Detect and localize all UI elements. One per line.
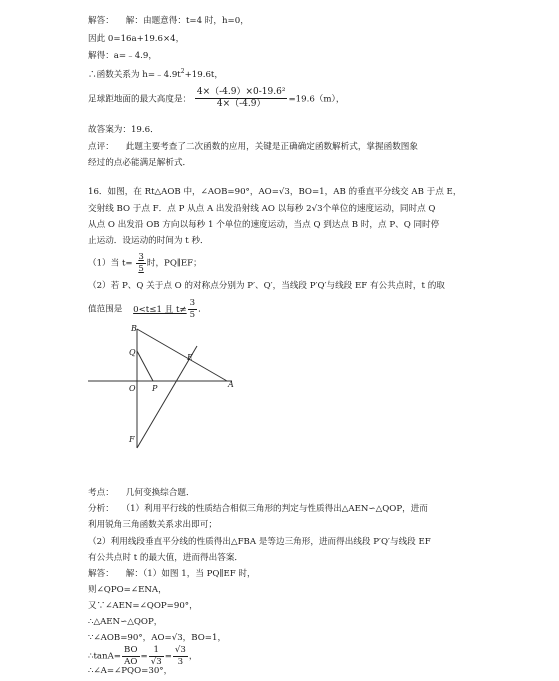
answer-line-4: ∴△AEN∽△QOP，	[88, 617, 163, 627]
tan-fraction-3	[173, 645, 188, 667]
geometry-figure	[86, 320, 246, 462]
sqrt-value: √3	[278, 187, 290, 197]
label-o: O	[129, 384, 136, 393]
sqrt-value: √3	[311, 204, 323, 214]
question-16-part-1	[88, 252, 202, 274]
label-b: B	[131, 324, 137, 333]
solution-line-6: 故答案为：19.6．	[88, 125, 159, 135]
tan-fraction-1	[122, 645, 140, 667]
fraction-denominator: 5	[189, 309, 196, 320]
analysis-line-4: 有公共点时 t 的最大值，进而得出答案．	[88, 553, 244, 563]
part-2-answer-fraction	[188, 298, 197, 320]
answer-line-1	[88, 569, 256, 580]
question-16-line-4: 止运动．设运动的时间为 t 秒．	[88, 236, 209, 246]
fraction-numerator: 3	[138, 252, 144, 262]
label-a: A	[228, 380, 234, 389]
solution-line-5	[88, 87, 344, 111]
label-f: F	[129, 435, 135, 444]
solution-line-2: 因此 0=16a+19.6×4，	[88, 34, 185, 44]
solution-line-3: 解得：a=﹣4.9，	[88, 51, 157, 61]
label-q: Q	[129, 348, 136, 357]
solution-line-1	[88, 16, 249, 27]
fraction-numerator: 1	[149, 645, 164, 657]
question-16-line-1	[88, 187, 461, 198]
fraction-denominator: AO	[124, 656, 138, 667]
fraction-numerator: 4×（-4.9）×0-19.6²	[195, 87, 288, 99]
part-2-answer: 0<t≤1 且 t≠	[133, 304, 187, 315]
fraction-denominator: √3	[150, 656, 162, 667]
question-text-cont: 个单位的速度运动，同时点 Q	[322, 204, 436, 214]
answer-line-3: 又∵∠AEN=∠QOP=90°，	[88, 601, 198, 611]
equals-sign: =	[164, 651, 172, 662]
solution-line-4	[88, 68, 223, 81]
answer-label: 解答：	[88, 16, 114, 26]
function-expr: ∴函数关系为 h=﹣4.9t	[88, 69, 181, 80]
answer-line-7: ∴∠A=∠PQO=30°，	[88, 666, 173, 676]
segment-ba	[137, 329, 227, 381]
part-1-answer-fraction	[136, 252, 145, 274]
question-text: 16．如图，在 Rt△AOB 中，∠AOB=90°，AO=	[88, 187, 279, 197]
label-p: P	[152, 384, 158, 393]
part-1-text: （1）当 t=	[88, 258, 133, 269]
part-2-text-end: ．	[198, 304, 207, 315]
fraction-numerator: 3	[189, 298, 196, 308]
analysis-label: 分析：	[88, 504, 114, 514]
analysis-line-2: 利用锐角三角函数关系求出即可；	[88, 520, 217, 530]
answer-label: 解答：	[88, 569, 114, 579]
question-text-cont: ，BO=1，AB 的垂直平分线交 AB 于点 E，	[289, 187, 462, 197]
question-text: 交射线 BO 于点 F．点 P 从点 A 出发沿射线 AO 以每秒 2	[88, 204, 312, 214]
comment-line-2: 经过的点必能满足解析式．	[88, 158, 192, 168]
topic-text: 几何变换综合题．	[125, 488, 195, 498]
question-16-line-3: 从点 O 出发沿 OB 方向以每秒 1 个单位的速度运动，当点 Q 到达点 B 时，点 P、Q 同时停	[88, 220, 440, 230]
question-16-line-2	[88, 204, 435, 215]
topic-label: 考点：	[88, 488, 114, 498]
question-16-part-2-line-2	[88, 298, 207, 320]
equals-sign: =	[140, 651, 148, 662]
max-height-fraction	[195, 87, 288, 111]
topic-line	[88, 488, 195, 499]
max-height-text: 足球距地面的最大高度是：	[88, 94, 192, 105]
analysis-text: （1）利用平行线的性质结合相似三角形的判定与性质得出△AEN∽△QOP，进而	[125, 504, 428, 514]
sqrt-value: √3	[171, 633, 183, 643]
function-expr-end: +19.6t，	[184, 69, 223, 80]
exponent: 2	[180, 68, 185, 75]
answer-line-2: 则∠QPO=∠ENA，	[88, 585, 167, 595]
fraction-numerator: √3	[174, 645, 186, 655]
answer-line-5	[88, 633, 226, 644]
label-e: E	[187, 353, 193, 362]
fraction-denominator: 4×（-4.9）	[216, 99, 266, 110]
part-1-text-end: 时，PQ∥EF；	[146, 258, 202, 269]
answer-line-6	[88, 645, 197, 667]
analysis-line-3: （2）利用线段垂直平分线的性质得出△FBA 是等边三角形，进而得出线段 P′Q′与线段 EF	[88, 537, 431, 547]
comment-label: 点评：	[88, 142, 114, 152]
comment-line-1	[88, 142, 418, 153]
answer-text-end: ，BO=1，	[182, 633, 227, 643]
fraction-numerator: BO	[124, 645, 138, 655]
answer-text: ∵∠AOB=90°，AO=	[88, 633, 172, 643]
fraction-denominator: 3	[177, 656, 184, 667]
tan-text-end: ，	[188, 651, 198, 662]
analysis-line-1	[88, 504, 428, 515]
comment-text: 此题主要考查了二次函数的应用，关键是正确确定函数解析式，掌握函数图象	[125, 142, 418, 152]
fraction-denominator: 5	[138, 263, 144, 274]
question-16-part-2-line-1: （2）若 P、Q 关于点 O 的对称点分别为 P′、Q′，当线段 P′Q′与线段 EF 有公共点时，t 的取	[88, 281, 445, 291]
segment-qp	[137, 351, 153, 381]
solution-text: 解：由题意得：t=4 时，h=0，	[125, 16, 249, 26]
tan-text: ∴tanA=	[88, 651, 121, 662]
part-2-text: 值范围是	[88, 304, 123, 315]
answer-text: 解：（1）如图 1，当 PQ∥EF 时，	[125, 569, 256, 579]
max-height-result: =19.6（m），	[288, 94, 345, 105]
tan-fraction-2	[149, 645, 164, 667]
